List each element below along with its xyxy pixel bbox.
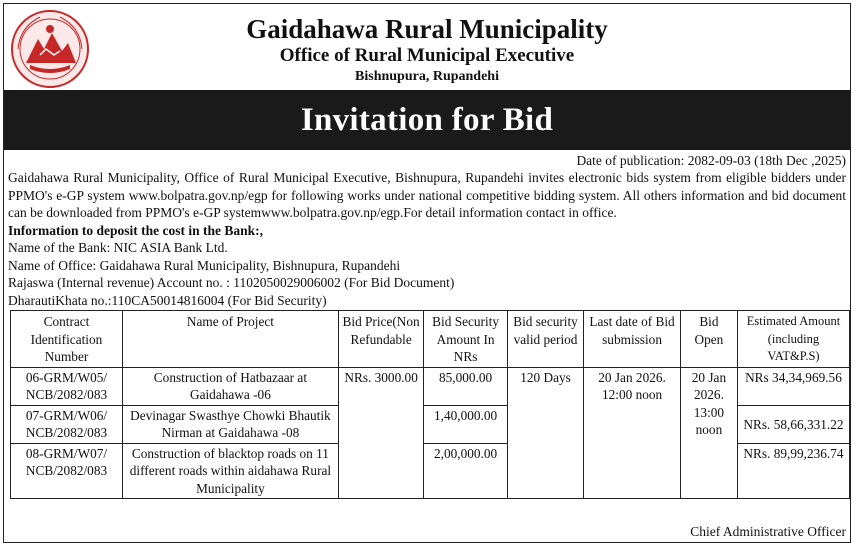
table-header-row — [11, 311, 850, 368]
col-project: Name of Project — [123, 311, 339, 368]
notice-title: Invitation for Bid — [4, 90, 850, 150]
security-cell: 1,40,000.00 — [424, 405, 507, 443]
contract-id-cell: 07-GRM/W06/ NCB/2082/083 — [11, 405, 123, 443]
last-date-cell: 20 Jan 2026. 12:00 noon — [584, 367, 681, 499]
publication-date: Date of publication: 2082-09-03 (18th Dec ,2025) — [576, 153, 846, 168]
col-bid-security: Bid Security Amount In NRs — [424, 311, 507, 368]
project-cell: Devinagar Swasthye Chowki Bhautik Nirman at Gaidahawa -08 — [123, 405, 339, 443]
office-location: Bishnupura, Rupandehi — [355, 69, 499, 84]
bid-open-cell: 20 Jan 2026. 13:00 noon — [680, 367, 737, 499]
estimate-cell: NRs. 89,99,236.74 — [737, 443, 849, 499]
col-bid-price: Bid Price(Non Refundable — [338, 311, 424, 368]
intro-paragraph: Gaidahawa Rural Municipality, Office of Rural Municipal Executive, Bishnupura, Rupandehi invites electronic bids system from eligible bidders under PPMO's e-GP system www.bolpatra.gov.np/egp for following works under national competitive bidding system. All others information and bid document can be downloaded from PPMO's e-GP systemwww.bolpatra.gov.np/egp.For detail information contact in office. — [8, 170, 846, 220]
col-estimate: Estimated Amount (including VAT&P.S) — [737, 311, 849, 368]
bid-price-cell: NRs. 3000.00 — [338, 367, 424, 499]
signature: Chief Administrative Officer — [690, 524, 846, 539]
validity-cell: 120 Days — [507, 367, 583, 499]
contract-id-cell: 06-GRM/W05/ NCB/2082/083 — [11, 367, 123, 405]
deposit-heading: Information to deposit the cost in the Bank:, — [8, 222, 264, 238]
header — [4, 4, 850, 90]
col-last-date: Last date of Bid submission — [584, 311, 681, 368]
bid-table — [10, 310, 850, 499]
notice-body — [4, 169, 850, 309]
estimate-cell: NRs 34,34,969.56 — [737, 367, 849, 405]
security-cell: 85,000.00 — [424, 367, 507, 405]
col-validity: Bid security valid period — [507, 311, 583, 368]
dharauti-account: DharautiKhata no.:110CA50014816004 (For Bid Security) — [8, 292, 327, 308]
table-row — [11, 367, 850, 405]
office-name: Office of Rural Municipal Executive — [279, 45, 575, 66]
contract-id-cell: 08-GRM/W07/ NCB/2082/083 — [11, 443, 123, 499]
project-cell: Construction of Hatbazaar at Gaidahawa -06 — [123, 367, 339, 405]
security-cell: 2,00,000.00 — [424, 443, 507, 499]
bank-name: Name of the Bank: NIC ASIA Bank Ltd. — [8, 240, 228, 255]
project-cell: Construction of blacktop roads on 11 different roads within aidahawa Rural Municipality — [123, 443, 339, 499]
estimate-cell: NRs. 58,66,331.22 — [737, 405, 849, 443]
rajaswa-account: Rajaswa (Internal revenue) Account no. : 1102050029006002 (For Bid Document) — [8, 275, 455, 290]
office-name-line: Name of Office: Gaidahawa Rural Municipality, Bishnupura, Rupandehi — [8, 257, 401, 273]
col-contract-id: Contract Identification Number — [11, 311, 123, 368]
notice-page — [3, 3, 851, 543]
org-name: Gaidahawa Rural Municipality — [246, 14, 608, 44]
col-bid-open: Bid Open — [680, 311, 737, 368]
